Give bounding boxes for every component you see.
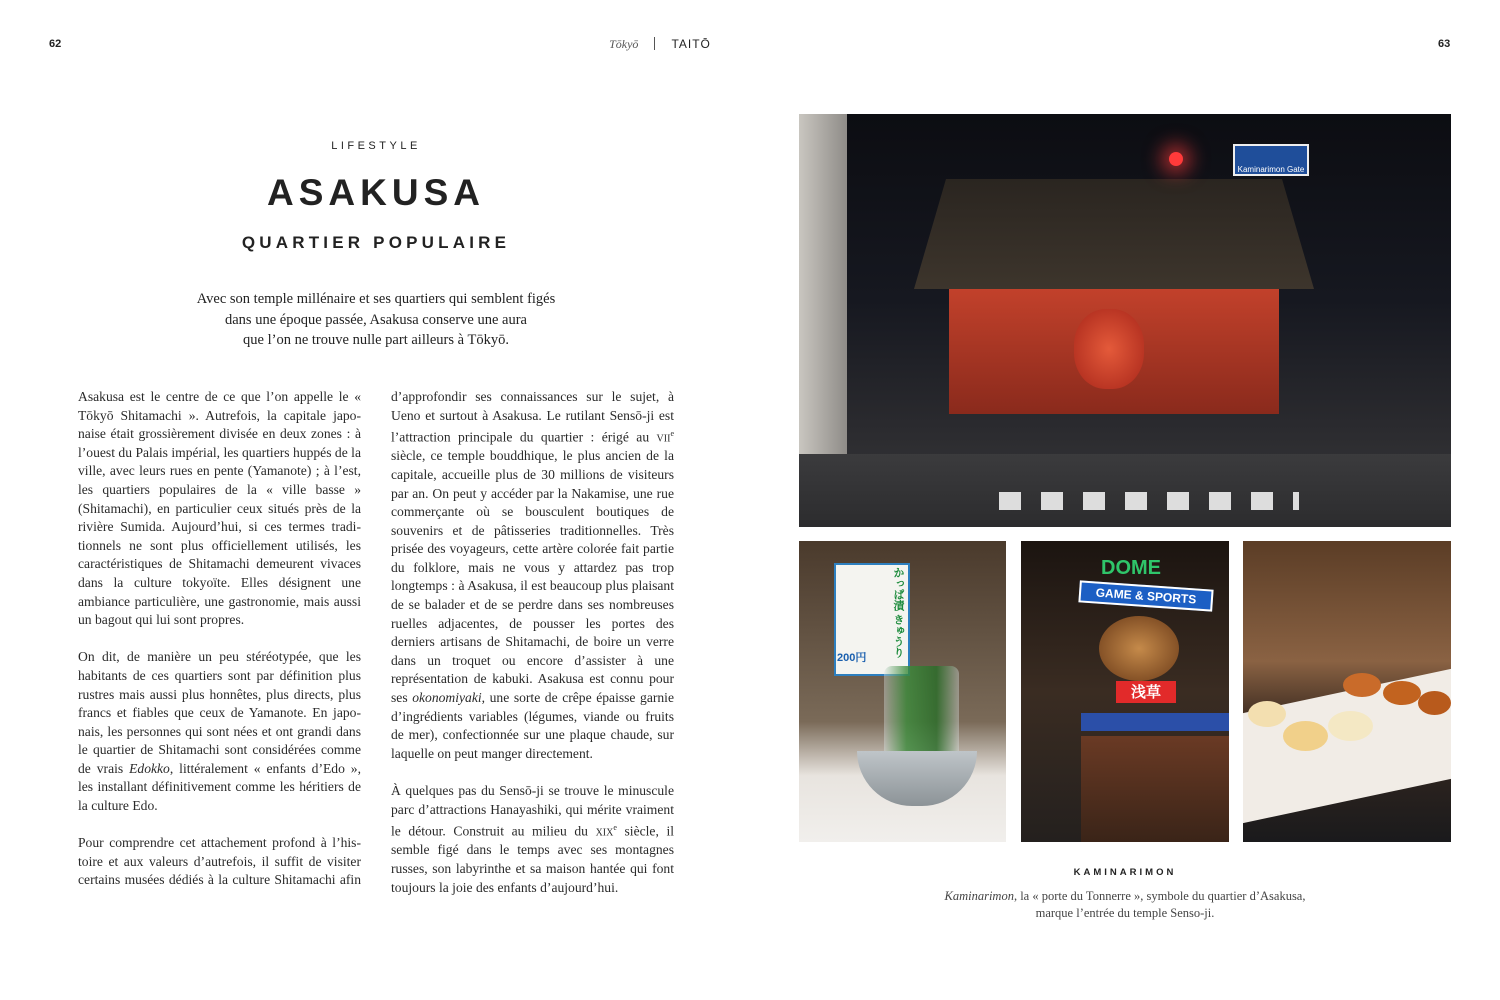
page-number-right: 63	[1438, 38, 1451, 50]
article-intro	[170, 289, 582, 351]
article-title: ASAKUSA	[267, 172, 485, 213]
section-kicker: LIFESTYLE	[331, 140, 421, 152]
photo-game-sports-dome	[1021, 541, 1229, 842]
bun	[1248, 701, 1286, 727]
pickle-price: 200円	[837, 652, 867, 664]
intro-line: que l’on ne trouve nulle part ailleurs à Tōkyō.	[243, 332, 509, 348]
century-numeral: xix	[595, 823, 614, 839]
superscript: e	[670, 429, 674, 439]
bun	[1383, 681, 1421, 705]
running-header-district: TAITŌ	[671, 37, 711, 51]
paragraph	[391, 782, 674, 897]
photo-caption	[880, 888, 1370, 921]
batting-sign	[1081, 713, 1229, 731]
page-number-left: 62	[49, 38, 62, 50]
paragraph: Asakusa est le centre de ce que l’on appelle le « Tōkyō Shitamachi ». Autrefois, la capitale japonaise était grossièrement divisée en deux zones : à l’ouest du Palais impérial, les quartiers huppés de la ville, avec leurs rues en pente (Yamanote) ; à l’est, les quartiers populaires de la « ville basse » (Shitamachi), en particulier ceux situés près de la rivière Sumida. Aujourd’hui, si ces termes traditionnels ne sont plus officiellement utilisés, les caractéristiques de Shitamachi demeurent vivaces dans la culture tokyoïte. Elles désignent une ambiance particulière, une gastronomie, mais aussi un bagout qui lui sont propres.	[78, 389, 361, 628]
text-column-1	[78, 388, 361, 909]
caption-text: , la « porte du Tonnerre », symbole du quartier d’Asakusa,	[1013, 889, 1306, 903]
text: À quelques pas du Sensō-ji se trouve le minuscule parc d’attractions Hanayashiki, qui mérite vraiment le détour. Construit au milieu du	[391, 783, 674, 839]
traffic-light	[1169, 152, 1183, 166]
text: d’approfondir ses connaissances sur le sujet, à Ueno et surtout à Asakusa. Le rutilant Sensō-ji est l’attraction principale du quartier : érigé au	[391, 389, 674, 445]
lantern	[1074, 309, 1144, 389]
paragraph	[78, 648, 361, 815]
baseball-glove	[1099, 616, 1179, 681]
storefront	[1081, 736, 1229, 842]
gate-sign: Kaminarimon Gate	[1233, 144, 1309, 176]
bun	[1418, 691, 1451, 715]
photo-pickles	[799, 541, 1006, 842]
article-subtitle: QUARTIER POPULAIRE	[241, 233, 511, 252]
running-header-city: Tōkyō	[609, 37, 639, 51]
intro-line: dans une époque passée, Asakusa conserve une aura	[225, 311, 527, 328]
intro-line: Avec son temple millénaire et ses quartiers qui semblent figés	[196, 291, 556, 307]
photo-melon-pan-bakery	[1243, 541, 1451, 842]
paragraph: Pour comprendre cet attachement profond à l’histoire et aux valeurs d’autrefois, il suffit de visiter certains musées dédiés à la culture Shitamachi afin	[78, 835, 361, 888]
divider	[654, 37, 655, 50]
century-numeral: vii	[656, 429, 671, 445]
text: siècle, il semble figé dans le temps avec ses montagnes russes, son labyrinthe et sa maison hantée qui font toujours la joie des enfants d’aujourd’hui.	[391, 823, 675, 895]
dome-sign: DOME	[1101, 557, 1161, 579]
steel-bowl	[857, 751, 977, 806]
italic-term: Edokko	[129, 760, 170, 776]
text: On dit, de manière un peu stéréotypée, que les habitants de ces quartiers sont par définition plus rustres mais aussi plus honnêtes, plus directs, plus francs et fiables que ceux de Yamanote. En japonais, les personnes qui sont nées et ont grandi dans le quartier de Shitamachi sont considérées comme de vrais	[78, 649, 361, 776]
bun	[1283, 721, 1328, 751]
italic-term: okonomiyaki	[412, 690, 482, 706]
caption-italic: Kaminarimon	[944, 889, 1014, 903]
street	[799, 454, 1451, 527]
crosswalk	[999, 492, 1299, 510]
superscript: e	[613, 823, 617, 833]
text: siècle, ce temple bouddhique, le plus ancien de la capitale, accueille plus de 30 millions de visiteurs par an. On peut y accéder par la Nakamise, une rue commerçante où se bousculent boutiques de souvenirs et de pâtisseries traditionnelles. Très prisée des voyageurs, cette artère colorée fait partie du folklore, mais ne vous y attardez pas trop longtemps : à Asakusa, il est beaucoup plus plaisant de se balader et de se perdre dans ses nombreuses ruelles adjacentes, de pousser les portes des derniers artisans de Shitamachi, de boire un verre dans un troquet ou encore d’assister à une représentation de kabuki. Asakusa est connu pour ses	[391, 448, 674, 706]
caption-text: marque l’entrée du temple Senso-ji.	[1035, 905, 1215, 920]
text: , littéralement « enfants d’Edo », les installant définitivement comme les héritiers de la culture Edo.	[78, 760, 361, 814]
sports-sign: GAME & SPORTS	[1078, 580, 1213, 611]
asakusa-sign: 浅草	[1116, 681, 1176, 703]
running-header	[560, 37, 760, 52]
text: , une sorte de crêpe épaisse garnie d’ingrédients variables (légumes, viande ou fruits de mer), confectionnée sur une plaque chaude, sur laquelle on peut manger directement.	[391, 690, 674, 761]
paragraph	[391, 388, 674, 763]
pickle-sign: かっぱ漬 きゅうり	[834, 563, 910, 676]
text-column-2	[391, 388, 674, 916]
bun	[1328, 711, 1373, 741]
caption-heading: KAMINARIMON	[1073, 867, 1177, 878]
bun	[1343, 673, 1381, 697]
gate-roof	[914, 179, 1314, 289]
photo-kaminarimon-gate	[799, 114, 1451, 527]
